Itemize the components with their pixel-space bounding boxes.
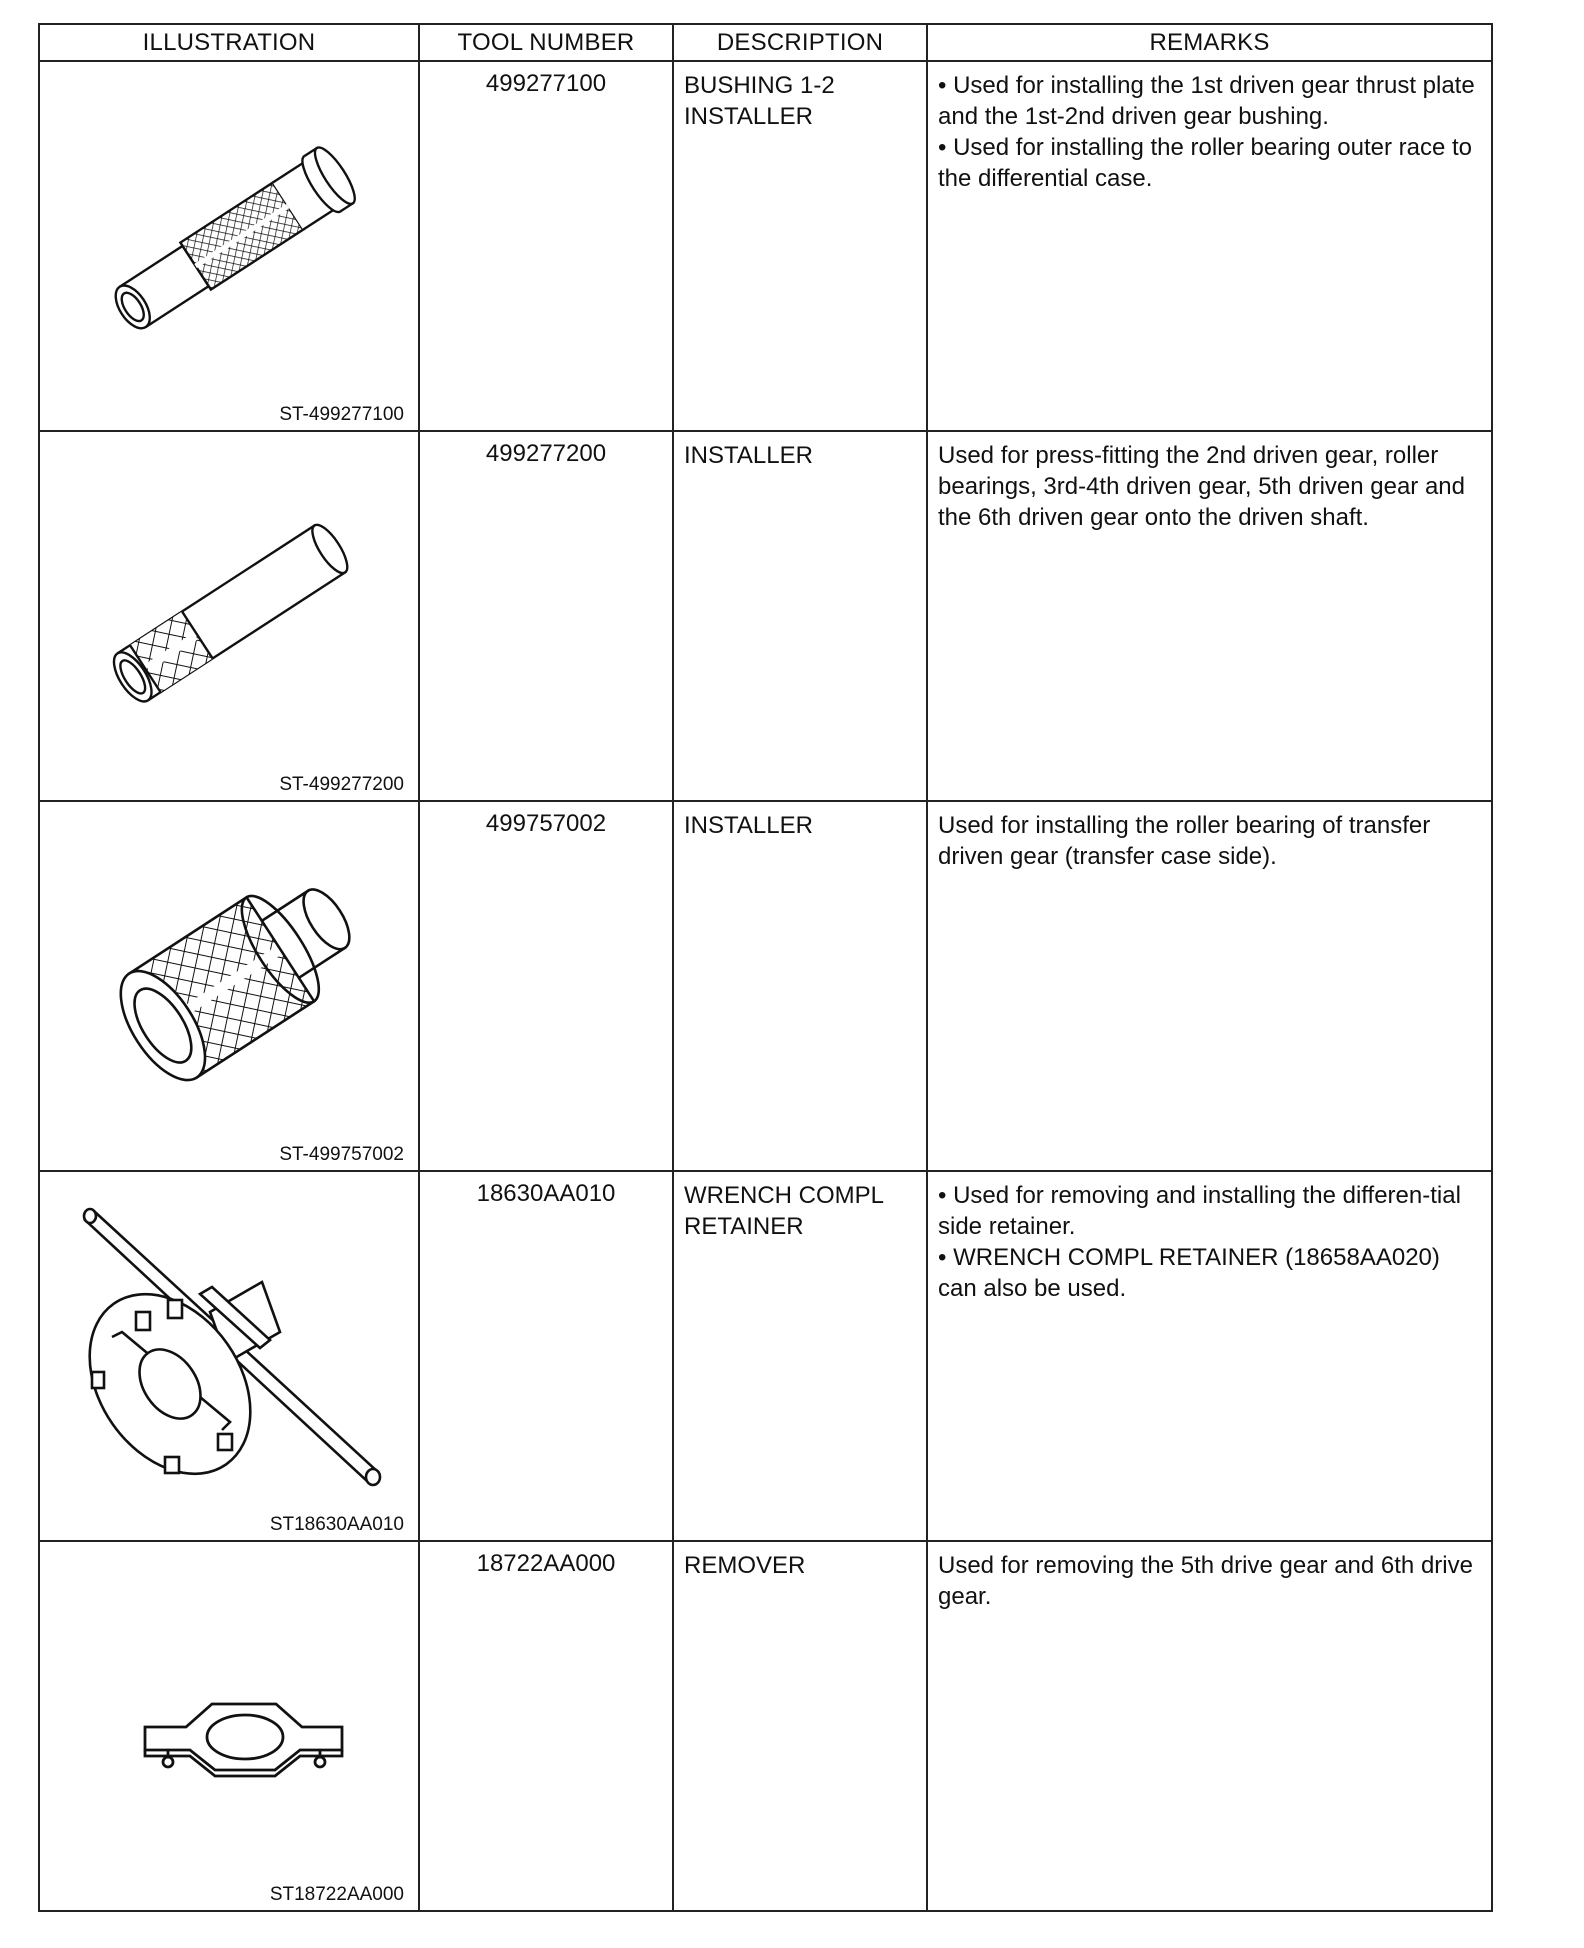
table-row xyxy=(39,1541,1492,1911)
table-row xyxy=(39,801,1492,1171)
tool-number: 499277200 xyxy=(419,431,673,801)
header-remarks: REMARKS xyxy=(927,24,1492,61)
bushing-installer-knurled-tube-icon xyxy=(40,62,416,428)
illustration-code: ST-499277200 xyxy=(279,774,404,795)
illustration-cell xyxy=(39,1171,419,1541)
illustration-code: ST18630AA010 xyxy=(269,1514,404,1535)
tool-remarks: Used for press-fitting the 2nd driven gear, roller bearings, 3rd-4th driven gear, 5th driven gear and the 6th driven gear onto the driven shaft. xyxy=(927,431,1492,801)
remark-bullet: • Used for installing the 1st driven gear thrust plate and the 1st-2nd driven gear bushing. xyxy=(938,70,1481,132)
tool-number: 18722AA000 xyxy=(419,1541,673,1911)
tool-number: 499277100 xyxy=(419,61,673,431)
remark-bullet: • Used for installing the roller bearing outer race to the differential case. xyxy=(938,132,1481,194)
tool-remarks xyxy=(927,1171,1492,1541)
table-row xyxy=(39,431,1492,801)
table-row xyxy=(39,1171,1492,1541)
header-tool-number: TOOL NUMBER xyxy=(419,24,673,61)
tool-number: 18630AA010 xyxy=(419,1171,673,1541)
illustration-code: ST18722AA000 xyxy=(269,1884,404,1905)
header-illustration: ILLUSTRATION xyxy=(39,24,419,61)
retainer-wrench-icon xyxy=(40,1172,416,1538)
tool-description: INSTALLER xyxy=(673,801,927,1171)
illustration-cell xyxy=(39,61,419,431)
illustration-code: ST-499757002 xyxy=(279,1144,404,1165)
special-tools-table xyxy=(38,23,1493,1912)
illustration-cell xyxy=(39,801,419,1171)
tool-description: INSTALLER xyxy=(673,431,927,801)
tool-number: 499757002 xyxy=(419,801,673,1171)
installer-tube-icon xyxy=(40,432,416,798)
table-header-row xyxy=(39,24,1492,61)
illustration-cell xyxy=(39,431,419,801)
illustration-code: ST-499277100 xyxy=(279,404,404,425)
tool-remarks: Used for installing the roller bearing of transfer driven gear (transfer case side). xyxy=(927,801,1492,1171)
tool-description: BUSHING 1-2 INSTALLER xyxy=(673,61,927,431)
gear-remover-clamp-icon xyxy=(40,1542,416,1908)
tool-description: WRENCH COMPL RETAINER xyxy=(673,1171,927,1541)
tool-remarks: Used for removing the 5th drive gear and 6th drive gear. xyxy=(927,1541,1492,1911)
table-row xyxy=(39,61,1492,431)
remark-bullet: • Used for removing and installing the differen-tial side retainer. xyxy=(938,1180,1481,1242)
illustration-cell xyxy=(39,1541,419,1911)
header-description: DESCRIPTION xyxy=(673,24,927,61)
special-tools-sheet xyxy=(38,23,1493,1912)
installer-knurled-sleeve-icon xyxy=(40,802,416,1168)
tool-description: REMOVER xyxy=(673,1541,927,1911)
remark-bullet: • WRENCH COMPL RETAINER (18658AA020) can also be used. xyxy=(938,1242,1481,1304)
tool-remarks xyxy=(927,61,1492,431)
